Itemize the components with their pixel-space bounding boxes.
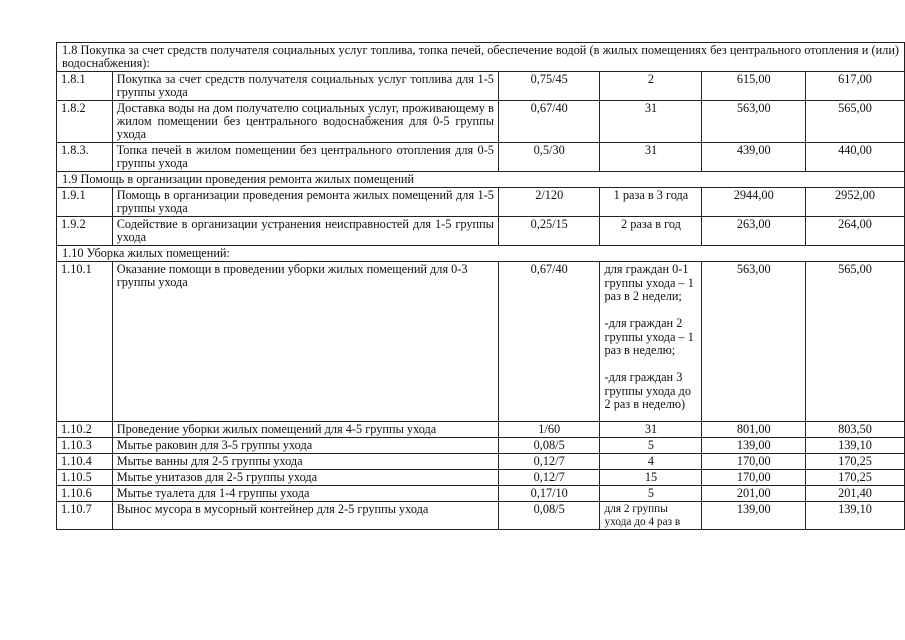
frequency: 31 (600, 422, 702, 438)
table-row (57, 262, 905, 422)
price-2: 170,25 (806, 470, 905, 486)
price-1: 139,00 (702, 438, 806, 454)
section-heading-row (57, 246, 905, 262)
time-norm: 0,08/5 (498, 438, 600, 454)
service-name: Проведение уборки жилых помещений для 4-5 группы ухода (112, 422, 498, 438)
time-norm: 0,12/7 (498, 454, 600, 470)
frequency: 5 (600, 486, 702, 502)
frequency: 2 раза в год (600, 217, 702, 246)
service-name: Содействие в организации устранения неисправностей для 1-5 группы ухода (112, 217, 498, 246)
service-name: Доставка воды на дом получателю социальных услуг, проживающему в жилом помещении без центрального водоснабжения для 0-5 группы ухода (112, 101, 498, 143)
table-row (57, 143, 905, 172)
price-1: 2944,00 (702, 188, 806, 217)
table-row (57, 486, 905, 502)
frequency: 31 (600, 143, 702, 172)
price-2: 2952,00 (806, 188, 905, 217)
time-norm: 2/120 (498, 188, 600, 217)
table-row (57, 422, 905, 438)
frequency: 15 (600, 470, 702, 486)
section-heading: 1.9 Помощь в организации проведения ремонта жилых помещений (57, 172, 905, 188)
time-norm: 0,17/10 (498, 486, 600, 502)
price-2: 440,00 (806, 143, 905, 172)
time-norm: 0,75/45 (498, 72, 600, 101)
service-name: Помощь в организации проведения ремонта жилых помещений для 1-5 группы ухода (112, 188, 498, 217)
table-row (57, 217, 905, 246)
price-1: 170,00 (702, 470, 806, 486)
service-name: Вынос мусора в мусорный контейнер для 2-5 группы ухода (112, 502, 498, 530)
service-code: 1.10.2 (57, 422, 113, 438)
price-1: 801,00 (702, 422, 806, 438)
service-name: Топка печей в жилом помещении без центрального отопления для 0-5 группы ухода (112, 143, 498, 172)
service-code: 1.10.5 (57, 470, 113, 486)
table-row (57, 72, 905, 101)
price-2: 201,40 (806, 486, 905, 502)
time-norm: 1/60 (498, 422, 600, 438)
frequency: 31 (600, 101, 702, 143)
time-norm: 0,5/30 (498, 143, 600, 172)
frequency: 5 (600, 438, 702, 454)
service-code: 1.9.2 (57, 217, 113, 246)
price-2: 139,10 (806, 438, 905, 454)
service-code: 1.10.3 (57, 438, 113, 454)
price-1: 439,00 (702, 143, 806, 172)
service-name: Мытье унитазов для 2-5 группы ухода (112, 470, 498, 486)
table-row (57, 502, 905, 530)
table-row (57, 101, 905, 143)
price-2: 565,00 (806, 262, 905, 422)
service-code: 1.8.1 (57, 72, 113, 101)
table-row (57, 438, 905, 454)
price-1: 615,00 (702, 72, 806, 101)
frequency: 4 (600, 454, 702, 470)
price-2: 264,00 (806, 217, 905, 246)
frequency: для 2 группы ухода до 4 раз в (600, 502, 702, 530)
frequency: 2 (600, 72, 702, 101)
price-2: 617,00 (806, 72, 905, 101)
service-code: 1.10.1 (57, 262, 113, 422)
service-code: 1.8.2 (57, 101, 113, 143)
service-code: 1.10.4 (57, 454, 113, 470)
price-2: 565,00 (806, 101, 905, 143)
table-row (57, 188, 905, 217)
section-heading: 1.10 Уборка жилых помещений: (57, 246, 905, 262)
service-code: 1.8.3. (57, 143, 113, 172)
frequency: 1 раза в 3 года (600, 188, 702, 217)
price-1: 201,00 (702, 486, 806, 502)
section-heading-row (57, 43, 905, 72)
service-name: Покупка за счет средств получателя социальных услуг топлива для 1-5 группы ухода (112, 72, 498, 101)
frequency: для граждан 0-1 группы ухода – 1 раз в 2 недели; -для граждан 2 группы ухода – 1 раз в неделю; -для граждан 3 группы ухода до 2 раз в неделю) (600, 262, 702, 422)
price-2: 170,25 (806, 454, 905, 470)
service-name: Мытье туалета для 1-4 группы ухода (112, 486, 498, 502)
service-name: Мытье ванны для 2-5 группы ухода (112, 454, 498, 470)
time-norm: 0,67/40 (498, 101, 600, 143)
price-1: 170,00 (702, 454, 806, 470)
service-name: Оказание помощи в проведении уборки жилых помещений для 0-3 группы ухода (112, 262, 498, 422)
price-1: 563,00 (702, 262, 806, 422)
service-code: 1.10.6 (57, 486, 113, 502)
time-norm: 0,67/40 (498, 262, 600, 422)
price-2: 803,50 (806, 422, 905, 438)
table-row (57, 454, 905, 470)
section-heading: 1.8 Покупка за счет средств получателя социальных услуг топлива, топка печей, обеспечение водой (в жилых помещениях без центрального отопления и (или) водоснабжения): (57, 43, 905, 72)
service-name: Мытье раковин для 3-5 группы ухода (112, 438, 498, 454)
section-heading-row (57, 172, 905, 188)
tariff-table (56, 42, 905, 530)
service-code: 1.9.1 (57, 188, 113, 217)
price-1: 139,00 (702, 502, 806, 530)
price-1: 263,00 (702, 217, 806, 246)
time-norm: 0,08/5 (498, 502, 600, 530)
price-2: 139,10 (806, 502, 905, 530)
table-row (57, 470, 905, 486)
price-1: 563,00 (702, 101, 806, 143)
time-norm: 0,12/7 (498, 470, 600, 486)
time-norm: 0,25/15 (498, 217, 600, 246)
service-code: 1.10.7 (57, 502, 113, 530)
